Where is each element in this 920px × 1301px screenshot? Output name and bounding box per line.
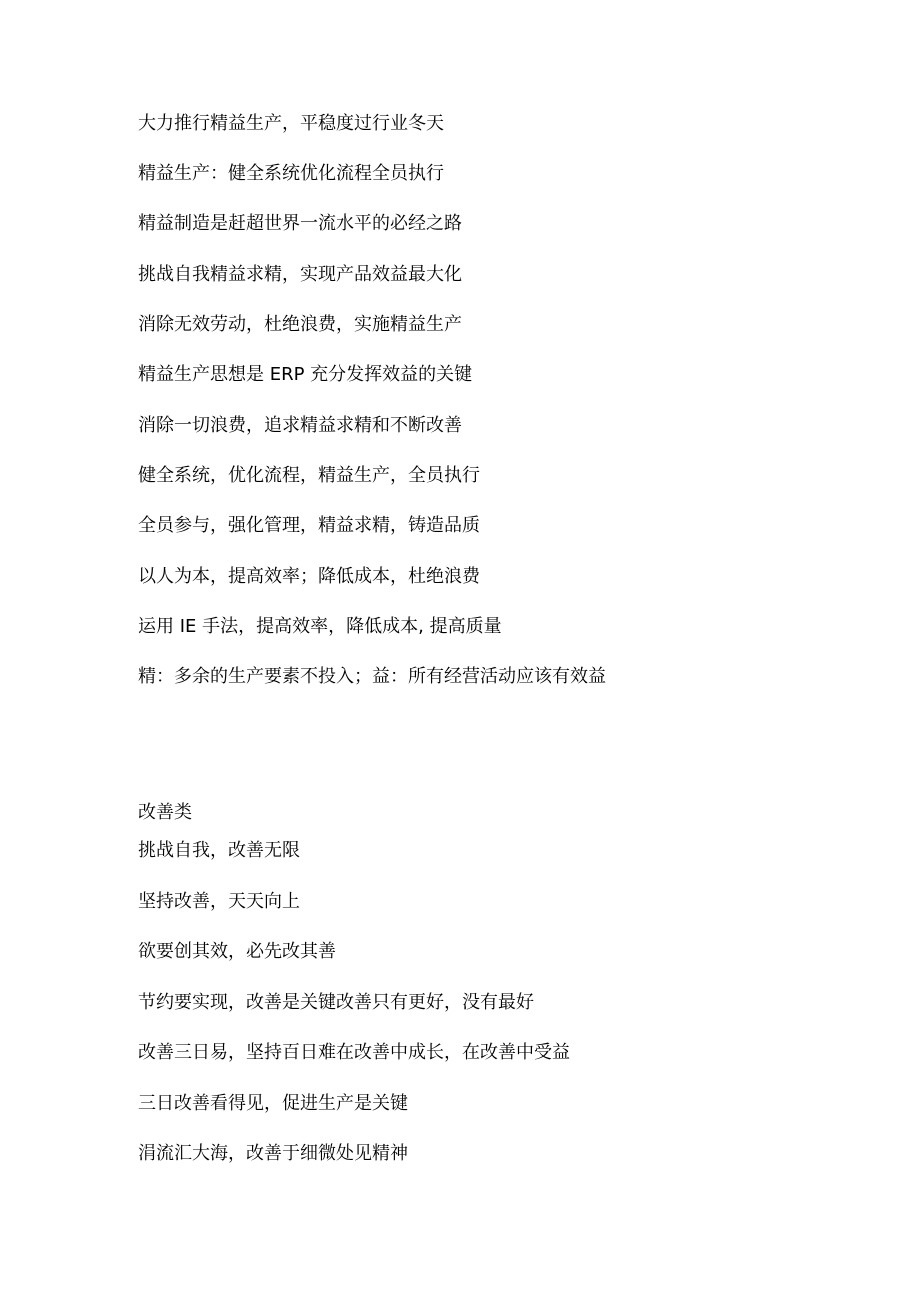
section-heading: 改善类 xyxy=(138,802,192,823)
slogan-line: 三日改善看得见，促进生产是关键 xyxy=(138,1093,408,1114)
slogan-line: 节约要实现，改善是关键改善只有更好，没有最好 xyxy=(138,992,534,1013)
slogan-line: 消除一切浪费，追求精益求精和不断改善 xyxy=(138,415,462,436)
slogan-line: 精益制造是赶超世界一流水平的必经之路 xyxy=(138,213,462,234)
slogan-line: 消除无效劳动，杜绝浪费，实施精益生产 xyxy=(138,314,462,335)
slogan-line: 精益生产：健全系统优化流程全员执行 xyxy=(138,163,444,184)
slogan-line: 健全系统，优化流程，精益生产，全员执行 xyxy=(138,465,480,486)
slogan-line: 改善三日易，坚持百日难在改善中成长，在改善中受益 xyxy=(138,1042,570,1063)
slogan-line: 欲要创其效，必先改其善 xyxy=(138,941,336,962)
slogan-line: 以人为本，提高效率；降低成本，杜绝浪费 xyxy=(138,566,480,587)
slogan-line: 运用 IE 手法，提高效率，降低成本, 提高质量 xyxy=(138,616,502,637)
slogan-line: 大力推行精益生产，平稳度过行业冬天 xyxy=(138,113,444,134)
slogan-line: 精益生产思想是 ERP 充分发挥效益的关键 xyxy=(138,364,473,385)
slogan-line: 挑战自我精益求精，实现产品效益最大化 xyxy=(138,264,462,285)
slogan-line: 全员参与，强化管理，精益求精，铸造品质 xyxy=(138,515,480,536)
slogan-line: 坚持改善，天天向上 xyxy=(138,891,300,912)
slogan-line: 涓流汇大海，改善于细微处见精神 xyxy=(138,1143,408,1164)
slogan-line: 挑战自我，改善无限 xyxy=(138,840,300,861)
slogan-line: 精：多余的生产要素不投入；益：所有经营活动应该有效益 xyxy=(138,666,606,687)
